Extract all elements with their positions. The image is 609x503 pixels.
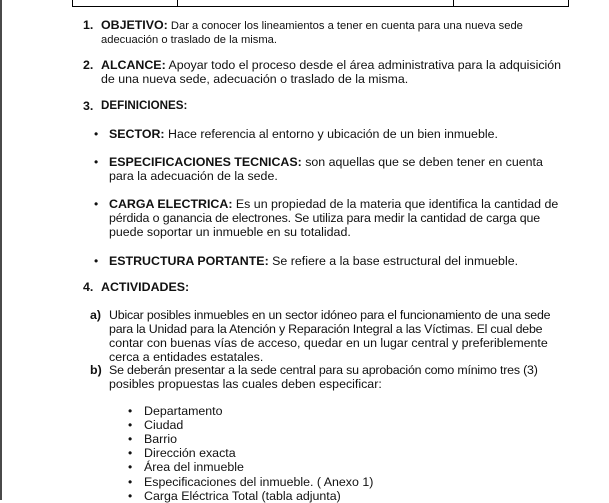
- bullet-icon: •: [128, 418, 133, 432]
- bullet-icon: •: [128, 404, 133, 418]
- section-text-line: Apoyar todo el proceso desde el área administrativa para la adquisición: [165, 58, 562, 72]
- definition-line: puede soportar un inmueble en su totalidad.: [109, 225, 351, 239]
- section-label: ACTIVIDADES:: [101, 280, 190, 294]
- section-number: 2.: [83, 58, 94, 72]
- section-label: OBJETIVO:: [101, 18, 168, 32]
- section-text: [101, 18, 523, 33]
- spec-item-text: Ciudad: [144, 418, 184, 432]
- definition-term: SECTOR:: [109, 127, 165, 141]
- spec-item-text: Especificaciones del inmueble. ( Anexo 1): [144, 475, 374, 489]
- activity-line: Se deberán presentar a la sede central para su aprobación como mínimo tres (3): [109, 363, 538, 377]
- section-label: ALCANCE:: [101, 58, 166, 72]
- definition-text: [109, 155, 543, 169]
- definition-line: Hace referencia al entorno y ubicación de un bien inmueble.: [164, 127, 498, 141]
- section-text-line: de una nueva sede, adecuación o traslado de la misma.: [101, 72, 409, 86]
- section-label: DEFINICIONES:: [101, 99, 188, 112]
- activity-marker: a): [90, 308, 102, 322]
- activity-line: para la Unidad para la Atención y Reparación Integral a las Víctimas. El cual debe: [109, 322, 543, 336]
- definition-line: pérdida o ganancia de electrones. Se utiliza para medir la cantidad de carga que: [109, 211, 540, 225]
- spec-item-text: Barrio: [144, 432, 178, 446]
- definition-text: [109, 127, 498, 141]
- window-left-edge: [0, 0, 2, 500]
- section-text-line: Dar a conocer los lineamientos a tener en cuenta para una nueva sede: [167, 20, 523, 32]
- spec-item-text: Carga Eléctrica Total (tabla adjunta): [144, 489, 341, 503]
- activity-marker: b): [90, 363, 102, 377]
- section-number: 3.: [83, 99, 94, 113]
- bullet-icon: •: [128, 446, 133, 460]
- section-number: 1.: [83, 18, 94, 32]
- activity-line: cerca a entidades estatales.: [109, 350, 264, 364]
- bullet-icon: •: [94, 155, 99, 169]
- section-text-line: adecuación o traslado de la misma.: [101, 34, 277, 46]
- definition-term: ESPECIFICACIONES TECNICAS:: [109, 155, 302, 169]
- activity-line: Ubicar posibles inmuebles en un sector idóneo para el funcionamiento de una sede: [109, 308, 551, 322]
- activity-line: contar con buenas vías de acceso, quedar en un lugar central y preferiblemente: [109, 336, 548, 350]
- definition-line: para la adecuación de la sede.: [109, 169, 278, 183]
- definition-line: Se refiere a la base estructural del inmueble.: [268, 254, 519, 268]
- table-column-divider: [453, 0, 454, 6]
- definition-term: ESTRUCTURA PORTANTE:: [109, 254, 269, 268]
- spec-item-text: Departamento: [144, 404, 223, 418]
- header-table-bottom: [72, 0, 569, 7]
- definition-text: [109, 254, 518, 268]
- definition-line: son aquellas que se deben tener en cuenta: [301, 155, 543, 169]
- spec-item-text: Área del inmueble: [144, 460, 244, 474]
- definition-term: CARGA ELECTRICA:: [109, 197, 233, 211]
- bullet-icon: •: [128, 475, 133, 489]
- bullet-icon: •: [128, 460, 133, 474]
- activity-line: posibles propuestas las cuales deben especificar:: [109, 377, 382, 391]
- definition-line: Es un propiedad de la materia que identifica la cantidad de: [232, 197, 559, 211]
- section-number: 4.: [83, 280, 94, 294]
- bullet-icon: •: [128, 489, 133, 503]
- table-column-divider: [177, 0, 178, 6]
- bullet-icon: •: [128, 432, 133, 446]
- definition-text: [109, 197, 559, 211]
- bullet-icon: •: [94, 127, 99, 141]
- bullet-icon: •: [94, 197, 99, 211]
- section-text: [101, 58, 562, 72]
- spec-item-text: Dirección exacta: [144, 446, 236, 460]
- bullet-icon: •: [94, 254, 99, 268]
